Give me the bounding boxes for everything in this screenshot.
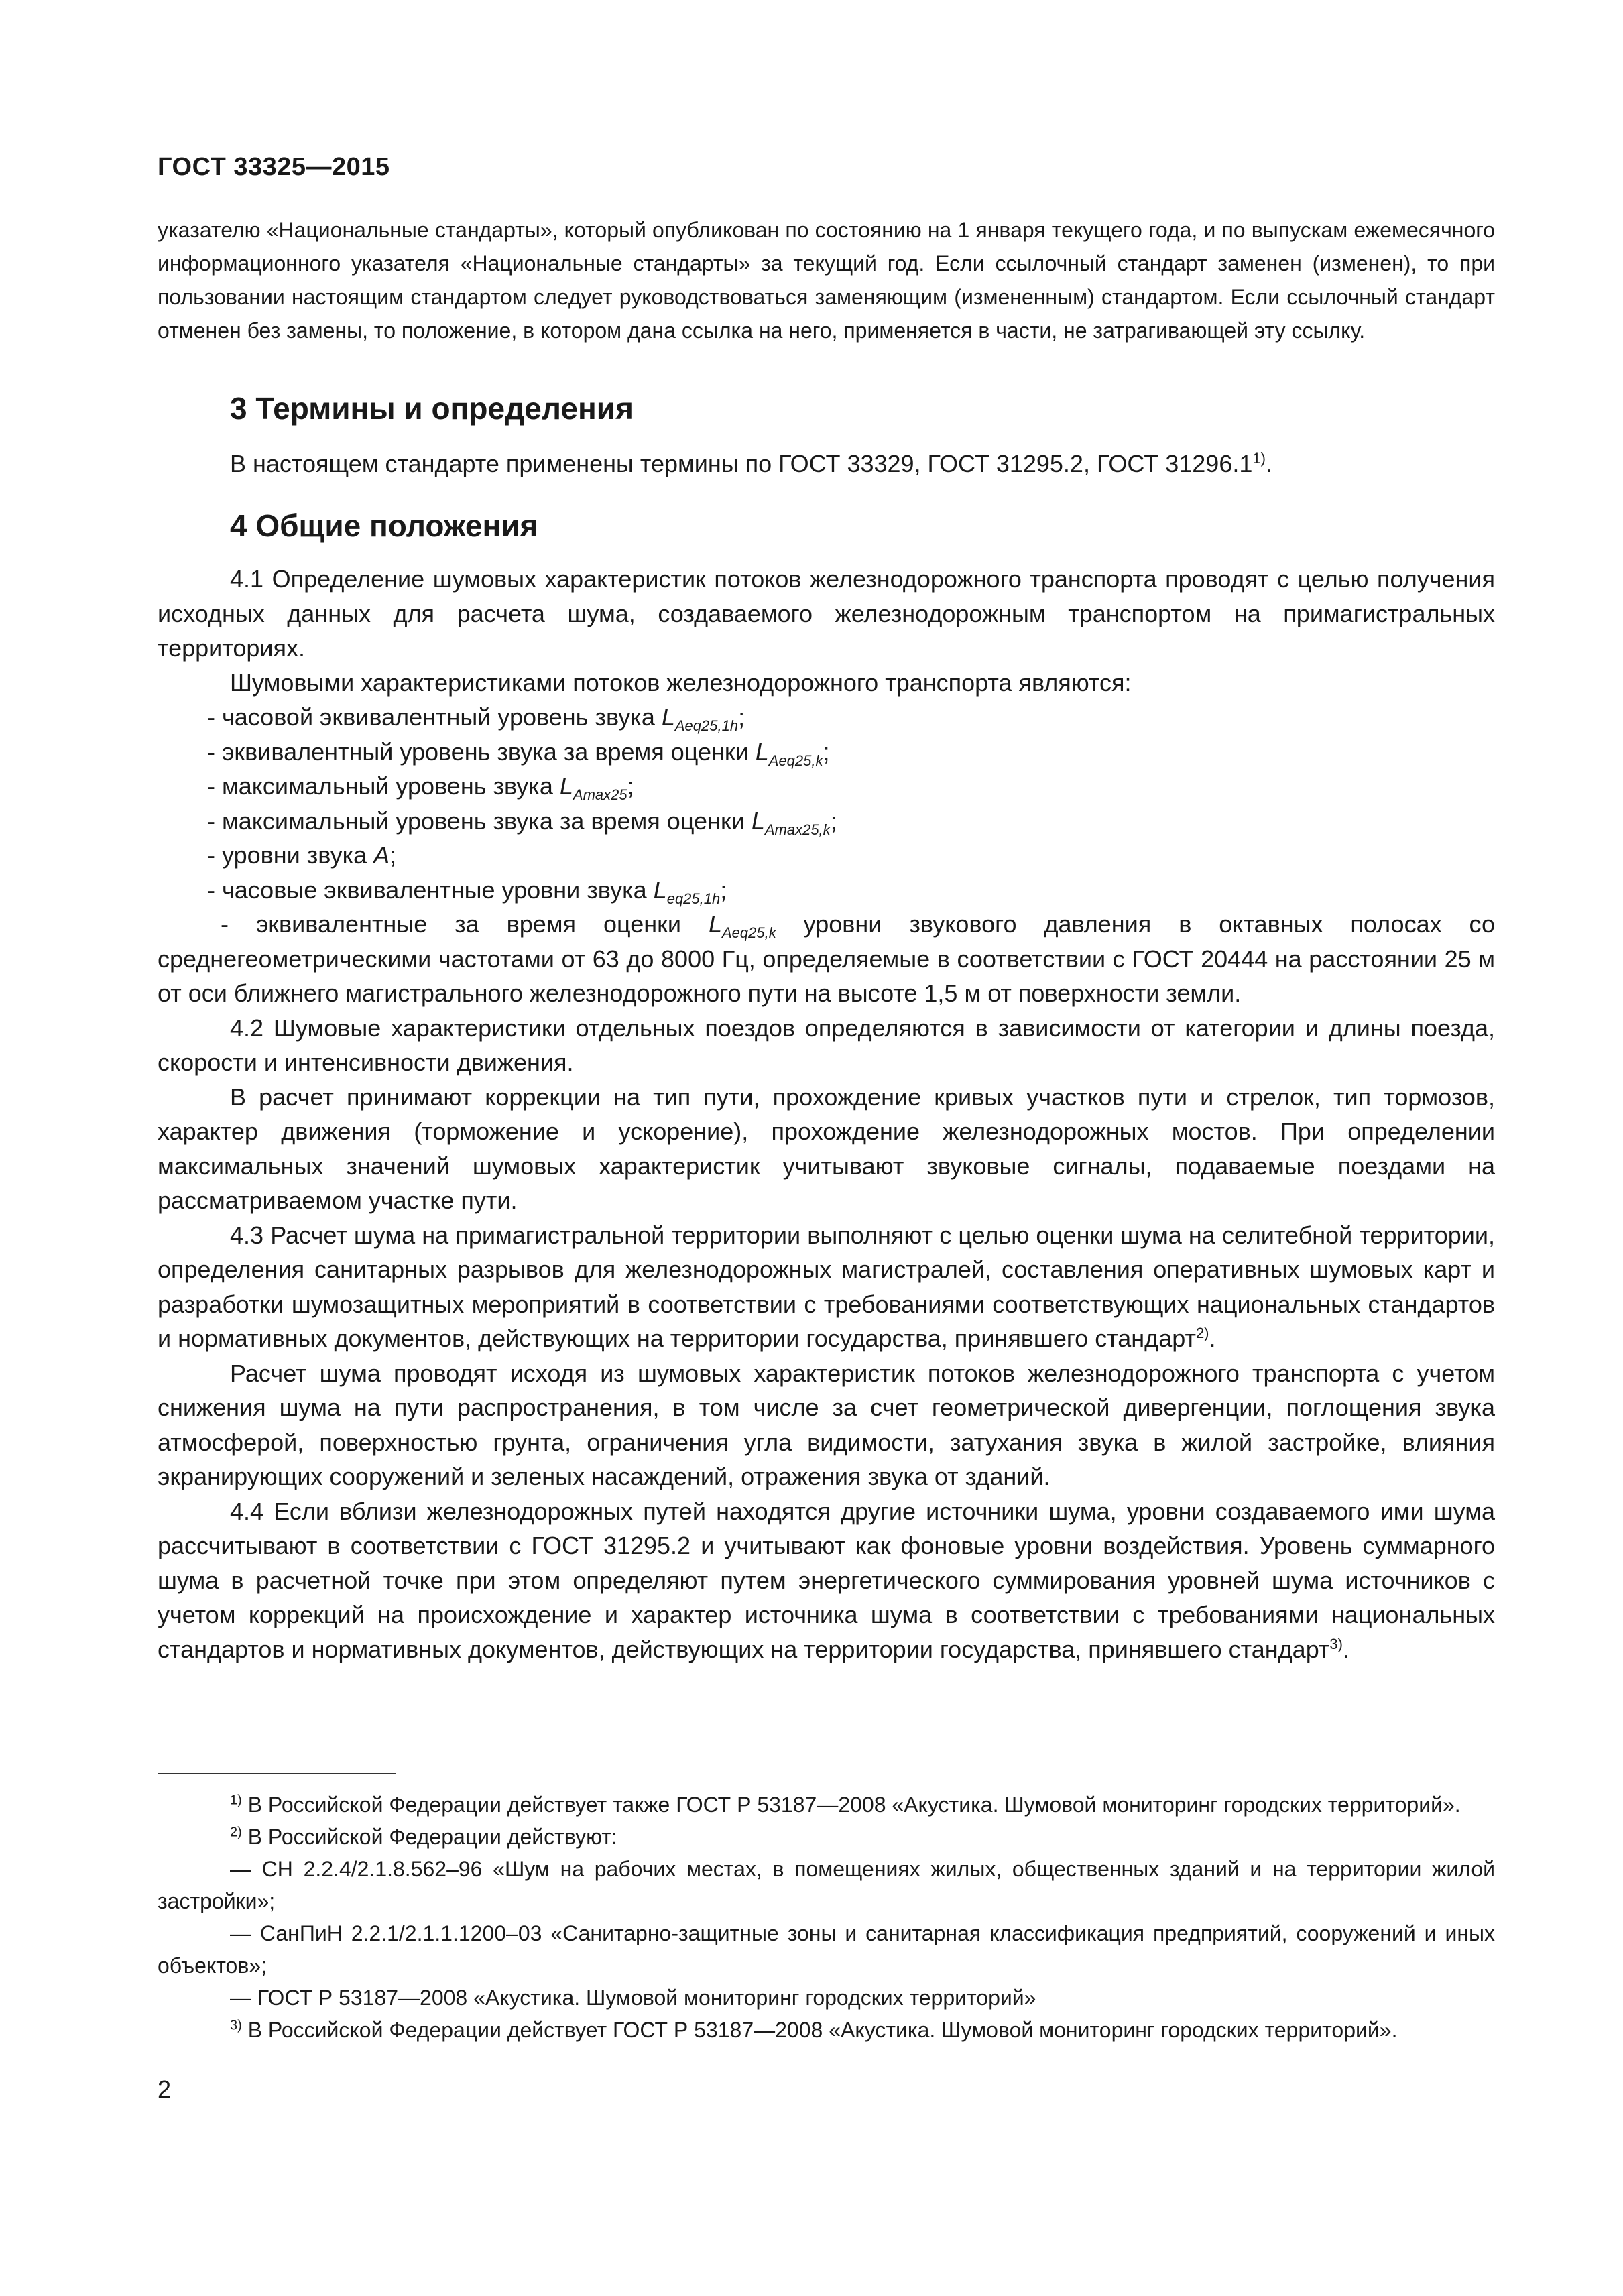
clause-4-1: 4.1 Определение шумовых характеристик потоков железнодорожного транспорта проводят с целью получения исходных данных для расчета шума, создаваемого железнодорожным транспортом на примагистральных территориях. [158,565,1495,662]
footnote: — СанПиН 2.2.1/2.1.1.1200–03 «Санитарно-защитные зоны и санитарная классификация предприятий, сооружений и иных объектов»; [158,1921,1495,1978]
intro-text [158,213,1495,347]
section-4-body [158,562,1495,1667]
footnote: — СН 2.2.4/2.1.8.562–96 «Шум на рабочих местах, в помещениях жилых, общественных зданий и на территории жилой застройки»; [158,1857,1495,1913]
clause-4-3-cont: Расчет шума проводят исходя из шумовых характеристик потоков железнодорожного транспорта с учетом снижения шума на пути распространения, в том числе за счет геометрической дивергенции, поглощения звука атмосферой, поверхностью грунта, ограничения угла видимости, затухания звука в жилой застройке, влияния экранирующих сооружений и зеленых насаждений, отражения звука от зданий. [158,1359,1495,1490]
footnote-ref-1[interactable]: 1) [1252,450,1266,467]
document-header: ГОСТ 33325—2015 [158,153,390,181]
intro-paragraph: указателю «Национальные стандарты», который опубликован по состоянию на 1 января текущего года, и по выпускам ежемесячного информационного указателя «Национальные стандарты» за текущий год. Если ссылочный стандарт заменен (изменен), то при пользовании настоящим стандартом следует руководствоваться заменяющим (измененным) стандартом. Если ссылочный стандарт отменен без замены, то положение, в котором дана ссылка на него, применяется в части, не затрагивающей эту ссылку. [158,218,1495,343]
clause-4-2: 4.2 Шумовые характеристики отдельных поездов определяются в зависимости от категории и длины поезда, скорости и интенсивности движения. [158,1014,1495,1076]
footnote-ref-2[interactable]: 2) [1195,1325,1209,1341]
footnote-divider [158,1773,396,1774]
list-item: - эквивалентные за время оценки $L_{Aeq25,k}$ уровни звукового давления в октавных полосах со среднегеометрическими частотами от 63 до 8000 Гц, определяемые в соответствии с ГОСТ 20444 на расстоянии 25 м от оси ближнего магистрального железнодорожного пути на высоте 1,5 м от поверхности земли. [158,910,1495,1007]
section-3-body: В настоящем стандарте применены термины по ГОСТ 33329, ГОСТ 31295.2, ГОСТ 31296.1 [230,450,1253,477]
clause-4-4: 4.4 Если вблизи железнодорожных путей находятся другие источники шума, уровни создаваемого ими шума рассчитывают в соответствии с ГОСТ 31295.2 и учитывают как фоновые уровни воздействия. Уровень суммарного шума в расчетной точке при этом определяют путем энергетического суммирования уровней шума источников с учетом коррекций на происхождение и характер источника шума в соответствии с требованиями национальных стандартов и нормативных документов, действующих на территории государства, принявшего стандарт$^{3)}$. [158,1497,1495,1663]
list-item: - максимальный уровень звука $L_{Amax25}$; [207,772,634,804]
clause-4-1-lead: Шумовыми характеристиками потоков железнодорожного транспорта являются: [230,668,1132,697]
footnote: $^{3)}$ В Российской Федерации действует ГОСТ Р 53187—2008 «Акустика. Шумовой мониторинг городских территорий». [230,2018,1398,2042]
list-item: - часовые эквивалентные уровни звука $L_{eq25,1h}$; [207,875,727,907]
clause-4-2-cont: В расчет принимают коррекции на тип пути, прохождение кривых участков пути и стрелок, тип тормозов, характер движения (торможение и ускорение), прохождение железнодорожных мостов. При определении максимальных значений шумовых характеристик учитывают звуковые сигналы, подаваемые поездами на рассматриваемом участке пути. [158,1083,1495,1214]
section-3-text: В настоящем стандарте применены термины по ГОСТ 33329, ГОСТ 31295.2, ГОСТ 31296.1$^{1)}$. [230,450,1272,477]
list-item: - максимальный уровень звука за время оценки $L_{Amax25,k}$; [207,806,837,838]
section-4-title: 4 Общие положения [230,508,538,543]
footnote: $^{1)}$ В Российской Федерации действует также ГОСТ Р 53187—2008 «Акустика. Шумовой мониторинг городских территорий». [230,1793,1461,1817]
footnotes [158,1789,1495,2046]
footnote: — ГОСТ Р 53187—2008 «Акустика. Шумовой мониторинг городских территорий» [230,1986,1036,2010]
section-3-title: 3 Термины и определения [230,391,634,426]
clause-4-3: 4.3 Расчет шума на примагистральной территории выполняют с целью оценки шума на селитебной территории, определения санитарных разрывов для железнодорожных магистралей, составления оперативных шумовых карт и разработки шумозащитных мероприятий в соответствии с требованиями соответствующих национальных стандартов и нормативных документов, действующих на территории государства, принявшего стандарт$^{2)}$. [158,1221,1495,1352]
list-item: - эквивалентный уровень звука за время оценки $L_{Aeq25,k}$; [207,737,830,769]
list-item: - уровни звука A; [207,841,397,869]
footnote-ref-3[interactable]: 3) [1329,1635,1343,1652]
page-number: 2 [158,2075,172,2103]
footnote: $^{2)}$ В Российской Федерации действуют: [230,1825,617,1849]
list-item: - часовой эквивалентный уровень звука $L_{Aeq25,1h}$; [207,703,745,735]
